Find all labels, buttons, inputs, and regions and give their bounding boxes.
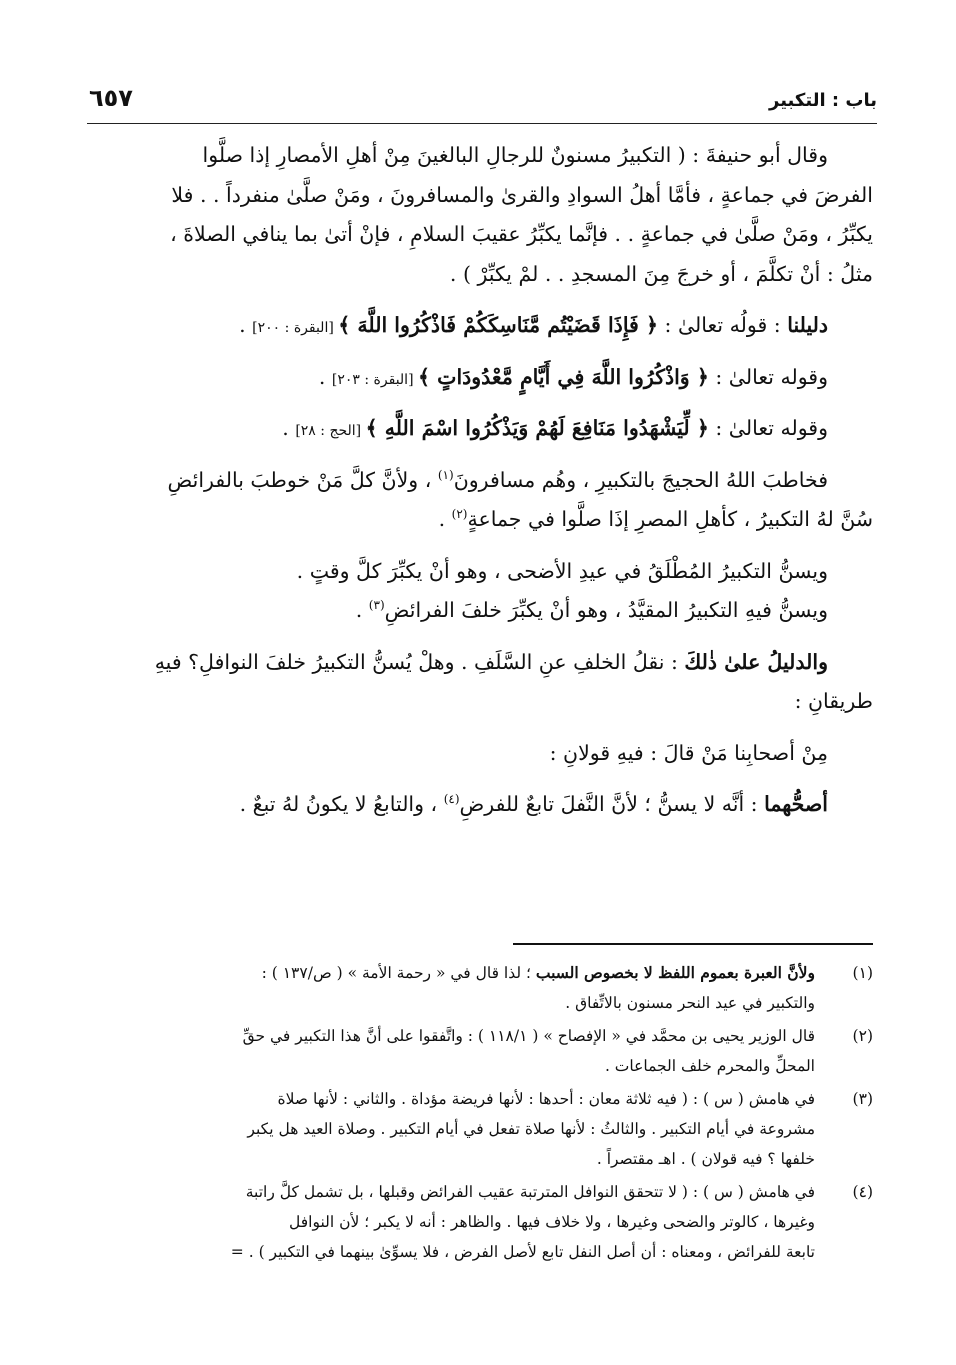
footnote-line: تابعة للفرائض ، ومعناه : أن أصل النفل تابع لأصل الفرض ، فلا يسوِّىٰ بينهما في التكبير ) . = [230,1243,815,1261]
chapter-title: باب : التكبير [769,90,877,111]
verse-reference: [البقرة : ٢٠٣] [331,371,418,388]
footnote-marker: (٣) [368,598,385,613]
text-line: طريقانِ : [794,689,873,713]
verse-reference: [البقرة : ٢٠٠] [252,320,339,336]
text-line: وقال أبو حنيفةَ : ( التكبيرُ مسنونٌ للرجالِ البالغينَ مِنْ أهلِ الأمصارِ إذا صلَّوا [202,143,828,167]
page-number: ٦٥٧ [89,84,133,112]
page-header [87,84,877,118]
footnotes [73,958,873,1270]
footnote-line: وغيرها ، كالوتر والضحى وغيرها ، ولا خلاف فيها . والظاهر : أنه لا يكبر ؛ لأن النوافل [289,1213,815,1231]
evidence-line-3: وقوله تعالىٰ : ﴿ لِّيَشْهَدُوا مَنَافِعَ لَهُمْ وَيَذْكُرُوا اسْمَ اللَّهِ ﴾ [الحج : ٢٨] . [282,416,828,440]
footnote-line: في هامش ( س ) : ( فيه ثلاثة معان : أحدها : لأنها فريضة مؤداة . والثاني : لأنها صلاة [277,1090,815,1108]
footnote-line: مشروعة في أيام التكبير . والثالثُ : لأنها صلاة تفعل في أيام التكبير . وصلاة العيد هل يكبر [247,1120,815,1138]
evidence-label: دليلنا [787,313,828,337]
text-line: أصحُّهما : أنَّه لا يسنُّ ؛ لأنَّ النَّفلَ تابعٌ للفرضِ$^{(٤)}$ ، والتابعُ لا يكونُ لهُ تبعٌ . [239,792,828,816]
footnote-1 [73,958,873,1018]
main-text [81,136,873,825]
footnote-line: المحلِّ والمحرم خلف الجماعات . [604,1057,815,1075]
text-line: ويسنُّ التكبيرُ المُطْلَقُ في عيدِ الأضحى ، وهو أنْ يكبِّرَ كلَّ وقتٍ . [296,558,828,583]
quran-verse: ﴿ وَاذْكُرُوا اللَّهَ فِي أَيَّامٍ مَّعْدُودَاتٍ ﴾ [418,364,709,389]
footnote-line: خلفها ؟ فيه قولان ) . اهـ مقتصراً . [596,1150,815,1168]
footnote-3 [73,1084,873,1174]
text-line: مِنْ أصحابِنا مَنْ قالَ : فيهِ قولانِ : [549,740,828,765]
footnote-number: (٤) [852,1183,873,1201]
footnote-line: في هامش ( س ) : ( لا تتحقق النوافل المترتبة عقيب الفرائض وقبلها ، بل تشمل كلَّ راتبة [245,1183,815,1201]
header-divider [87,123,877,124]
footnote-line: قال الوزير يحيى بن محمَّد في « الإفصاح » ( ١١٨/١ ) : واتَّفقوا على أنَّ هذا التكبير في حقِّ [242,1027,815,1045]
text-line: سُنَّ لهُ التكبيرُ ، كأهلِ المصرِ إذَا صلَّوا في جماعةٍ$^{(٢)}$ . [438,507,873,531]
evidence-line-1: دليلنا : قولُه تعالىٰ : ﴿ فَإِذَا قَضَيْتُم مَّنَاسِكَكُمْ فَاذْكُرُوا اللَّهَ ﴾ [البقرة : ٢٠٠] . [239,313,828,337]
footnote-marker: (٢) [451,507,468,522]
footnote-line: والتكبير في عيد النحر مسنون بالاتِّفاق . [565,994,815,1012]
footnote-number: (٣) [852,1090,873,1108]
footnote-number: (٢) [852,1027,873,1045]
verse-reference: [الحج : ٢٨] [295,423,366,439]
footnote-divider [513,943,873,945]
text-line: ويسنُّ فيهِ التكبيرُ المقيَّدُ ، وهو أنْ يكبِّرَ خلفَ الفرائضِ$^{(٣)}$ . [355,598,828,622]
text-line: مثلُ : أنْ تكلَّمَ ، أو خرجَ مِنَ المسجدِ . . لمْ يكبِّرْ ) . [449,261,873,286]
text-line: الفرضَ في جماعةٍ ، فأمَّا أهلُ السوادِ والقرىٰ والمسافرونَ ، ومَنْ صلَّىٰ منفرداً . . فلا [171,182,873,207]
evidence-lead: : قولُه تعالىٰ : [658,313,788,337]
text-line: يكبِّرُ ، ومَنْ صلَّىٰ في جماعةٍ . . فإنَّما يكبِّرُ عقيبَ السلامِ ، فإنْ أتىٰ بما ينافي الصلاةَ ، [170,222,873,246]
evidence-lead: وقوله تعالىٰ : [708,416,828,440]
footnote-marker: (٤) [443,792,460,807]
evidence-lead: وقوله تعالىٰ : [708,364,828,389]
evidence-label: والدليلُ علىٰ ذٰلكَ [684,649,828,674]
quran-verse: ﴿ فَإِذَا قَضَيْتُم مَّنَاسِكَكُمْ فَاذْكُرُوا اللَّهَ ﴾ [338,313,659,337]
evidence-line-2: وقوله تعالىٰ : ﴿ وَاذْكُرُوا اللَّهَ فِي أَيَّامٍ مَّعْدُودَاتٍ ﴾ [البقرة : ٢٠٣] . [318,364,828,389]
footnote-line: ولأنَّ العبرة بعموم اللفظ لا بخصوص السبب ؛ لذا قال في « رحمة الأمة » ( ص/١٣٧ ) : [261,963,815,982]
footnote-number: (١) [852,964,873,982]
quran-verse: ﴿ لِّيَشْهَدُوا مَنَافِعَ لَهُمْ وَيَذْكُرُوا اسْمَ اللَّهِ ﴾ [365,416,709,440]
footnote-marker: (١) [437,467,454,482]
text-line: فخاطبَ اللهُ الحجيجَ بالتكبيرِ ، وهُم مسافرونَ$^{(١)}$ ، ولأنَّ كلَّ مَنْ خوطبَ بالفرائضِ [167,467,828,492]
ruling-label: أصحُّهما [764,792,828,816]
footnote-4 [73,1177,873,1267]
text-line: والدليلُ علىٰ ذٰلكَ : نقلُ الخلفِ عنِ السَّلَفِ . وهلْ يُسنُّ التكبيرُ خلفَ النوافلِ؟ فيهِ [154,649,828,674]
footnote-2 [73,1021,873,1081]
